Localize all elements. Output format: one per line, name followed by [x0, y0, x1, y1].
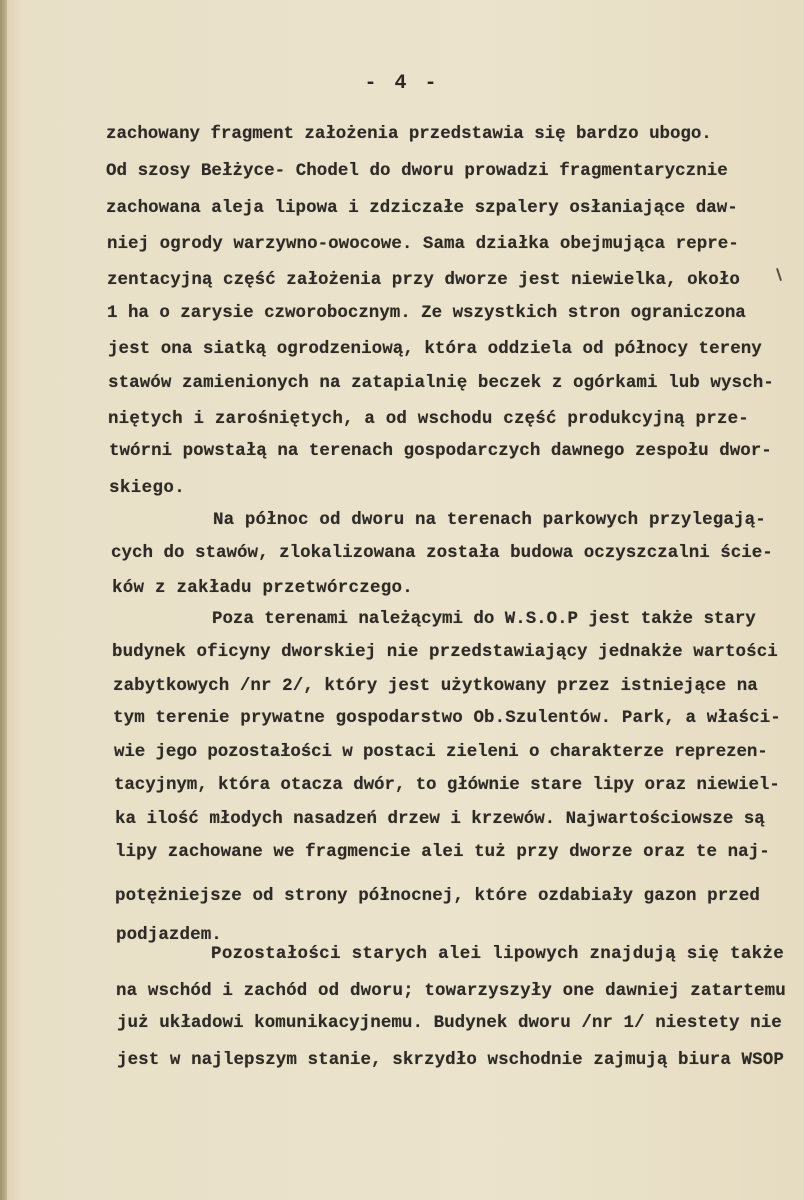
text-line: niętych i zarośniętych, a od wschodu część produkcyjną prze- [108, 409, 749, 429]
text-line: Poza terenami należącymi do W.S.O.P jest także stary [212, 609, 756, 629]
text-line: zachowany fragment założenia przedstawia się bardzo ubogo. [106, 124, 712, 144]
text-line: niej ogrody warzywno-owocowe. Sama działka obejmująca repre- [107, 234, 739, 254]
text-line: wie jego pozostałości w postaci zieleni o charakterze reprezen- [114, 742, 768, 762]
text-line: skiego. [109, 478, 186, 498]
text-line: jest w najlepszym stanie, skrzydło wschodnie zajmują biura WSOP [117, 1050, 784, 1070]
text-line: 1 ha o zarysie czworobocznym. Ze wszystkich stron ograniczona [107, 303, 746, 323]
text-line: podjazdem. [116, 925, 222, 945]
text-line: zabytkowych /nr 2/, który jest użytkowany przez istniejące na [113, 676, 758, 696]
text-line: cych do stawów, zlokalizowana została budowa oczyszczalni ście- [111, 543, 773, 563]
page-binding-edge [0, 0, 7, 1200]
text-line: lipy zachowane we fragmencie alei tuż przy dworze oraz te naj- [115, 842, 770, 862]
text-line: potężniejsze od strony północnej, które ozdabiały gazon przed [115, 886, 760, 906]
text-line: budynek oficyny dworskiej nie przedstawiający jednakże wartości [112, 642, 778, 662]
text-line: ków z zakładu przetwórczego. [112, 578, 414, 598]
text-line: zachowana aleja lipowa i zdziczałe szpalery osłaniające daw- [106, 198, 738, 218]
text-line: twórni powstałą na terenach gospodarczych dawnego zespołu dwor- [109, 441, 772, 461]
text-line: tym terenie prywatne gospodarstwo Ob.Szulentów. Park, a właści- [113, 708, 781, 728]
text-line: na wschód i zachód od dworu; towarzyszyły one dawniej zatartemu [116, 981, 786, 1001]
text-line: ka ilość młodych nasadzeń drzew i krzewów. Najwartościowsze są [115, 809, 765, 829]
text-line: już układowi komunikacyjnemu. Budynek dworu /nr 1/ niestety nie [117, 1013, 782, 1033]
text-line: stawów zamienionych na zatapialnię beczek z ogórkami lub wysch- [108, 373, 774, 393]
text-line: Na północ od dworu na terenach parkowych przylegają- [213, 510, 766, 530]
text-line: tacyjnym, która otacza dwór, to głównie stare lipy oraz niewiel- [114, 775, 780, 795]
margin-pencil-mark [776, 268, 782, 281]
text-line: jest ona siatką ogrodzeniową, która oddziela od północy tereny [108, 339, 762, 359]
text-line: Od szosy Bełżyce- Chodel do dworu prowadzi fragmentarycznie [106, 161, 728, 181]
text-line: Pozostałości starych alei lipowych znajdują się także [211, 944, 785, 964]
page-number: - 4 - [364, 72, 440, 95]
text-line: zentacyjną część założenia przy dworze jest niewielka, około [107, 270, 740, 290]
